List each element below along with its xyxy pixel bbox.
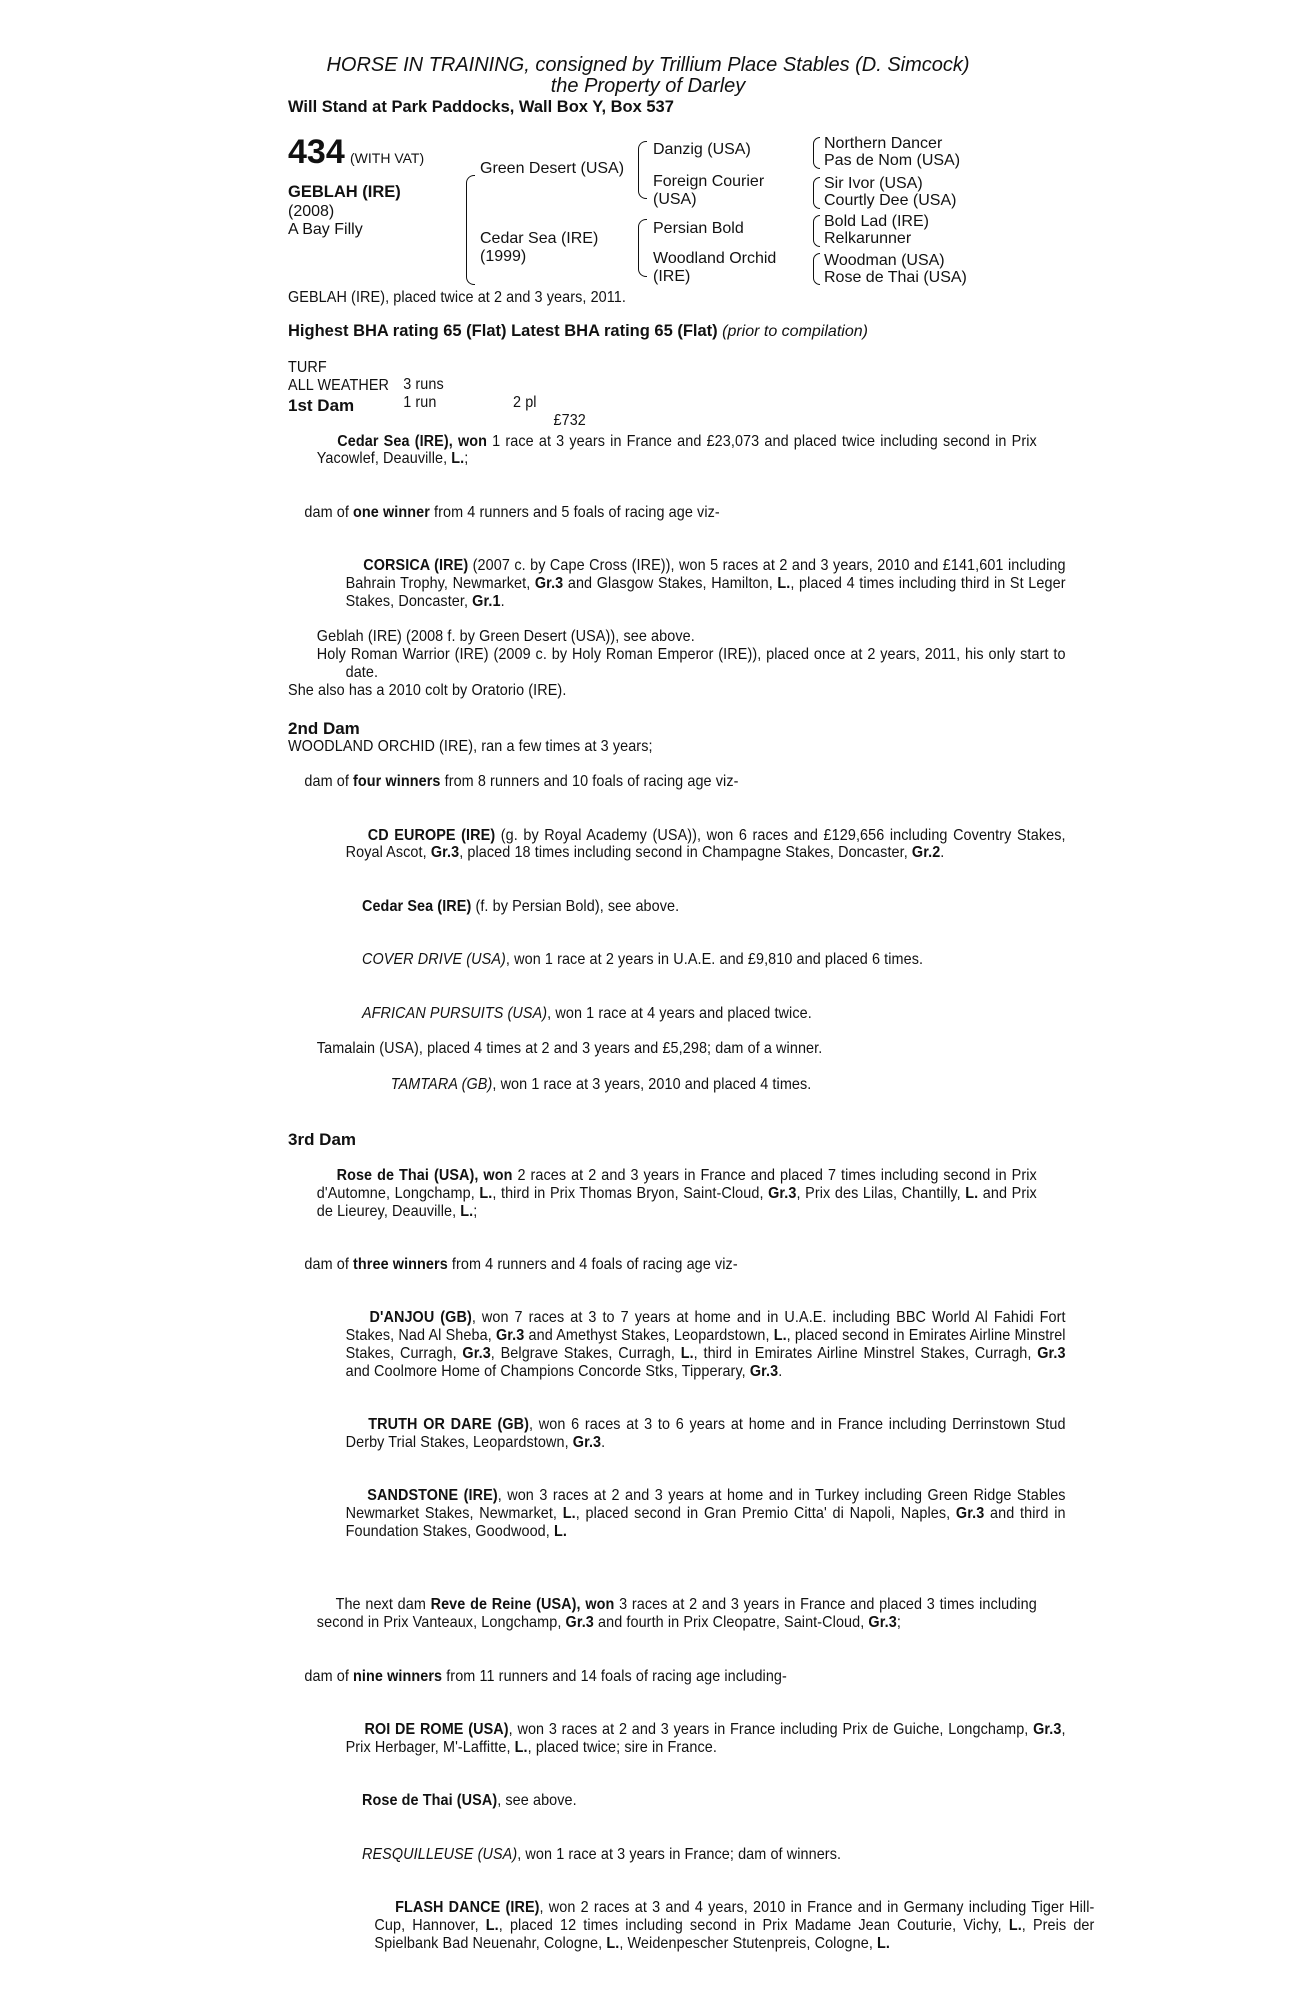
grade-mark: Gr.3 <box>868 1614 897 1632</box>
second-dam-record: WOODLAND ORCHID (IRE), ran a few times at 3 years; <box>288 737 653 755</box>
text-run: and Amethyst Stakes, Leopardstown, <box>524 1327 774 1345</box>
listed-mark: L. <box>562 1505 576 1523</box>
text-run: , won 1 race at 2 years in U.A.E. and £9,810 and placed 6 times. <box>505 951 924 969</box>
produce-name: RESQUILLEUSE (USA) <box>361 1845 518 1863</box>
produce-name: Rose de Thai (USA) <box>361 1792 498 1810</box>
text-run: The next dam <box>335 1596 431 1614</box>
turf-label: TURF <box>288 358 327 376</box>
text-run: , placed 18 times including second in Champagne Stakes, Doncaster, <box>459 844 912 862</box>
text-run: , won 1 race at 4 years and placed twice. <box>547 1004 812 1022</box>
text-run: , won 3 races at 2 and 3 years at home and in Turkey including Green Ridge Stables Newmarket Stakes, Newmarket, <box>345 1487 1070 1523</box>
second-dam-produce-summary <box>288 755 936 808</box>
pedigree-sire: Green Desert (USA) <box>480 160 625 177</box>
text-run: and Prix de Lieurey, Deauville, <box>316 1184 1041 1220</box>
text-run: ; <box>896 1614 901 1632</box>
produce-name: Cedar Sea (IRE) <box>361 897 472 915</box>
text-run: . <box>601 1434 606 1452</box>
grade-mark: Gr.3 <box>749 1362 779 1380</box>
first-dam-produce-3: Holy Roman Warrior (IRE) (2009 c. by Holy Roman Emperor (IRE)), placed once at 2 years, 2011, his only start to date. <box>316 646 1070 681</box>
listed-mark: L. <box>460 1202 474 1220</box>
produce-name: AFRICAN PURSUITS (USA) <box>361 1004 548 1022</box>
pedigree-brace-dd <box>813 253 820 285</box>
grade-mark: Gr.3 <box>462 1345 491 1363</box>
listed-mark: L. <box>553 1523 567 1541</box>
first-dam-produce-summary <box>288 486 936 539</box>
text-run: ; <box>464 450 469 468</box>
next-dam-produce-3 <box>288 1828 936 1881</box>
turf-placed: 2 pl <box>513 394 537 412</box>
text-run: 2 races at 2 and 3 years in France and placed 7 times including second in Prix d'Automne, Longchamp, <box>316 1167 1041 1202</box>
pedigree-dds: Woodman (USA) <box>824 252 945 269</box>
text-run: , Prix Herbager, M'-Laffitte, <box>345 1720 1070 1756</box>
produce-name: CORSICA (IRE) <box>363 557 469 575</box>
rating-bold: Highest BHA rating 65 (Flat) Latest BHA rating 65 (Flat) <box>288 321 718 340</box>
text-run: , won 1 race at 3 years, 2010 and placed 4 times. <box>492 1075 812 1093</box>
produce-name: ROI DE ROME (USA) <box>364 1720 509 1738</box>
pedigree-brace-dam <box>638 219 647 277</box>
grade-mark: Gr.3 <box>430 844 460 862</box>
text-run: , placed second in Emirates Airline Minstrel Stakes, Curragh, <box>345 1327 1070 1363</box>
winners-count: one winner <box>353 503 430 521</box>
second-dam-produce-1 <box>288 809 1070 880</box>
pedigree-brace-main <box>466 175 475 285</box>
listed-mark: L. <box>1008 1916 1022 1934</box>
grade-mark: Gr.3 <box>1037 1345 1066 1363</box>
text-run: dam of <box>304 503 354 521</box>
aw-label: ALL WEATHER <box>288 376 390 394</box>
next-dam-produce-1 <box>288 1703 1070 1774</box>
third-dam-produce-2 <box>288 1398 1070 1469</box>
next-dam-name: Reve de Reine (USA), won <box>430 1596 615 1614</box>
text-run: , third in Emirates Airline Minstrel Stakes, Curragh, <box>693 1345 1038 1363</box>
pedigree-brace-ss <box>813 137 820 169</box>
pedigree-dss: Bold Lad (IRE) <box>824 213 929 230</box>
pedigree-ddd: Rose de Thai (USA) <box>824 269 967 286</box>
next-dam-produce-summary <box>288 1650 936 1703</box>
pedigree-ssd: Pas de Nom (USA) <box>824 152 961 169</box>
second-dam-produce-5: Tamalain (USA), placed 4 times at 2 and 3 years and £5,298; dam of a winner. <box>316 1040 823 1058</box>
grade-mark: Gr.2 <box>911 844 941 862</box>
text-run: from 8 runners and 10 foals of racing age viz- <box>440 773 739 791</box>
text-run: , third in Prix Thomas Bryon, Saint-Cloud, <box>492 1184 769 1202</box>
text-run: from 11 runners and 14 foals of racing age including- <box>442 1667 787 1685</box>
first-dam-record <box>288 415 1041 486</box>
turf-runs: 3 runs <box>403 376 444 394</box>
grade-mark: Gr.3 <box>495 1327 525 1345</box>
text-run: , placed 4 times including third in St Leger Stakes, Doncaster, <box>345 574 1070 610</box>
pedigree-sire-dam-line2: (USA) <box>653 191 697 208</box>
turf-money: £732 <box>553 411 586 429</box>
third-dam-record <box>288 1149 1041 1238</box>
horse-name: GEBLAH (IRE) <box>288 183 401 201</box>
pedigree-sds: Sir Ivor (USA) <box>824 175 923 192</box>
next-dam-produce-2 <box>288 1774 936 1827</box>
pedigree-dam-line2: (1999) <box>480 248 527 265</box>
pedigree-sss: Northern Dancer <box>824 135 943 152</box>
pedigree-dam-line1: Cedar Sea (IRE) <box>480 230 599 247</box>
stand-location: Will Stand at Park Paddocks, Wall Box Y, Box 537 <box>288 98 674 116</box>
text-run: , won 6 races at 3 to 6 years at home and in France including Derrinstown Stud Derby Trial Stakes, Leopardstown, <box>345 1416 1070 1452</box>
second-dam-grandproduce-1 <box>288 1058 936 1111</box>
first-dam-produce-2: Geblah (IRE) (2008 f. by Green Desert (USA)), see above. <box>316 628 695 646</box>
second-dam-produce-3 <box>288 933 936 986</box>
text-run: from 4 runners and 5 foals of racing age viz- <box>429 503 720 521</box>
grade-mark: Gr.3 <box>1033 1720 1062 1738</box>
produce-name: D'ANJOU (GB) <box>369 1309 472 1327</box>
listed-mark: L. <box>514 1738 528 1756</box>
second-dam-produce-2 <box>288 880 936 933</box>
listed-mark: L. <box>965 1184 979 1202</box>
next-dam-grandproduce-1 <box>288 1881 1099 1970</box>
lot-block <box>288 135 1008 303</box>
text-run: , won 7 races at 3 to 7 years at home and in U.A.E. including BBC World Al Fahidi Fort Stakes, Nad Al Sheba, <box>345 1309 1070 1345</box>
text-run: and Glasgow Stakes, Hamilton, <box>563 574 778 592</box>
first-dam-name: Cedar Sea (IRE), won <box>337 432 488 450</box>
grade-mark: Gr.3 <box>534 574 564 592</box>
rating-heading <box>288 322 1008 341</box>
winners-count: four winners <box>353 773 441 791</box>
pedigree-brace-sd <box>813 177 820 209</box>
grade-mark: Gr.3 <box>572 1434 602 1452</box>
text-run: and Coolmore Home of Champions Concorde Stks, Tipperary, <box>345 1345 1070 1380</box>
text-run: (g. by Royal Academy (USA)), won 6 races and £129,656 including Coventry Stakes, Royal Ascot, <box>345 826 1070 862</box>
first-dam-produce-1 <box>288 539 1070 628</box>
text-run: , won 1 race at 3 years in France; dam of winners. <box>517 1845 842 1863</box>
listed-mark: L. <box>606 1934 620 1952</box>
text-run: (2007 c. by Cape Cross (IRE)), won 5 races at 2 and 3 years, 2010 and £141,601 including Bahrain Trophy, Newmarket, <box>345 557 1070 592</box>
pedigree-dam-dam-line2: (IRE) <box>653 268 691 285</box>
first-dam-title: 1st Dam <box>288 395 355 415</box>
pedigree-dsd: Relkarunner <box>824 230 912 247</box>
pedigree-sdd: Courtly Dee (USA) <box>824 192 957 209</box>
produce-name: TAMTARA (GB) <box>390 1075 493 1093</box>
third-dam-produce-3 <box>288 1470 1070 1559</box>
text-run: , Preis der Spielbank Bad Neuenahr, Cologne, <box>374 1916 1099 1952</box>
text-run: . <box>500 592 505 610</box>
text-run: , Prix des Lilas, Chantilly, <box>796 1184 966 1202</box>
pedigree-dam-sire: Persian Bold <box>653 220 744 237</box>
produce-name: COVER DRIVE (USA) <box>361 951 506 969</box>
spacer <box>288 1559 1008 1579</box>
text-run: and fourth in Prix Cleopatre, Saint-Cloud, <box>593 1614 869 1632</box>
pedigree-brace-ds <box>813 215 820 247</box>
listed-mark: L. <box>451 450 465 468</box>
listed-mark: L. <box>777 574 791 592</box>
text-run: . <box>940 844 945 862</box>
third-dam-name: Rose de Thai (USA), won <box>336 1167 513 1185</box>
pedigree-sire-sire: Danzig (USA) <box>653 141 751 158</box>
produce-name: FLASH DANCE (IRE) <box>395 1898 540 1916</box>
grade-mark: Gr.3 <box>955 1505 985 1523</box>
lot-vat: (WITH VAT) <box>350 150 425 166</box>
lot-number: 434 <box>288 133 345 171</box>
text-run: ; <box>473 1202 478 1220</box>
text-run: , placed 12 times including second in Prix Madame Jean Couturie, Vichy, <box>498 1916 1009 1934</box>
text-run: , placed twice; sire in France. <box>527 1738 717 1756</box>
pedigree-sire-dam-line1: Foreign Courier <box>653 173 765 190</box>
winners-count: nine winners <box>353 1667 443 1685</box>
text-run: , see above. <box>497 1792 577 1810</box>
text-run: , won 3 races at 2 and 3 years in France including Prix de Guiche, Longchamp, <box>508 1720 1034 1738</box>
text-run: , placed second in Gran Premio Citta' di Napoli, Naples, <box>575 1505 956 1523</box>
text-run: (f. by Persian Bold), see above. <box>471 897 680 915</box>
text-run: , Weidenpescher Stutenpreis, Cologne, <box>619 1934 878 1952</box>
listed-mark: L. <box>479 1184 493 1202</box>
property-line: the Property of Darley <box>550 75 746 97</box>
text-run: from 4 runners and 4 foals of racing age viz- <box>447 1256 738 1274</box>
text-run: . <box>778 1362 783 1380</box>
text-run: dam of <box>304 1256 354 1274</box>
listed-mark: L. <box>485 1916 499 1934</box>
consignment-line: HORSE IN TRAINING, consigned by Trillium Place Stables (D. Simcock) <box>326 54 970 76</box>
third-dam-title: 3rd Dam <box>288 1130 357 1150</box>
third-dam-produce-summary <box>288 1238 936 1291</box>
produce-name: SANDSTONE (IRE) <box>367 1487 498 1505</box>
listed-mark: L. <box>877 1934 891 1952</box>
text-run: 3 races at 2 and 3 years in France and placed 3 times including second in Prix Vanteaux, Longchamp, <box>316 1596 1041 1632</box>
winners-count: three winners <box>353 1256 448 1274</box>
rating-note: (prior to compilation) <box>722 322 868 340</box>
grade-mark: Gr.3 <box>768 1184 797 1202</box>
grade-mark: Gr.3 <box>565 1614 594 1632</box>
text-run: dam of <box>304 773 354 791</box>
horse-description: A Bay Filly <box>288 221 363 238</box>
text-run: , won 2 races at 3 and 4 years, 2010 in France and in Germany including Tiger Hill-Cup, Hannover, <box>374 1898 1095 1934</box>
listed-mark: L. <box>773 1327 787 1345</box>
second-dam-produce-4 <box>288 987 936 1040</box>
first-dam-note: She also has a 2010 colt by Oratorio (IRE). <box>288 681 567 699</box>
aw-runs: 1 run <box>403 394 437 412</box>
second-dam-title: 2nd Dam <box>288 718 360 738</box>
horse-summary: GEBLAH (IRE), placed twice at 2 and 3 years, 2011. <box>288 289 627 306</box>
text-run: , Belgrave Stakes, Curragh, <box>490 1345 681 1363</box>
text-run: dam of <box>304 1667 354 1685</box>
third-dam-produce-1 <box>288 1292 1070 1399</box>
text-run: and third in Foundation Stakes, Goodwood, <box>345 1505 1070 1541</box>
listed-mark: L. <box>680 1345 694 1363</box>
produce-name: TRUTH OR DARE (GB) <box>368 1416 530 1434</box>
pedigree-dam-dam-line1: Woodland Orchid <box>653 250 777 267</box>
produce-name: CD EUROPE (IRE) <box>367 826 496 844</box>
horse-year: (2008) <box>288 203 335 220</box>
pedigree-brace-sire <box>638 141 647 199</box>
text-run: 1 race at 3 years in France and £23,073 and placed twice including second in Prix Yacowlef, Deauville, <box>316 432 1041 468</box>
catalogue-page <box>288 54 1099 1970</box>
grade-mark: Gr.1 <box>472 592 501 610</box>
next-dam-record <box>288 1579 1041 1650</box>
